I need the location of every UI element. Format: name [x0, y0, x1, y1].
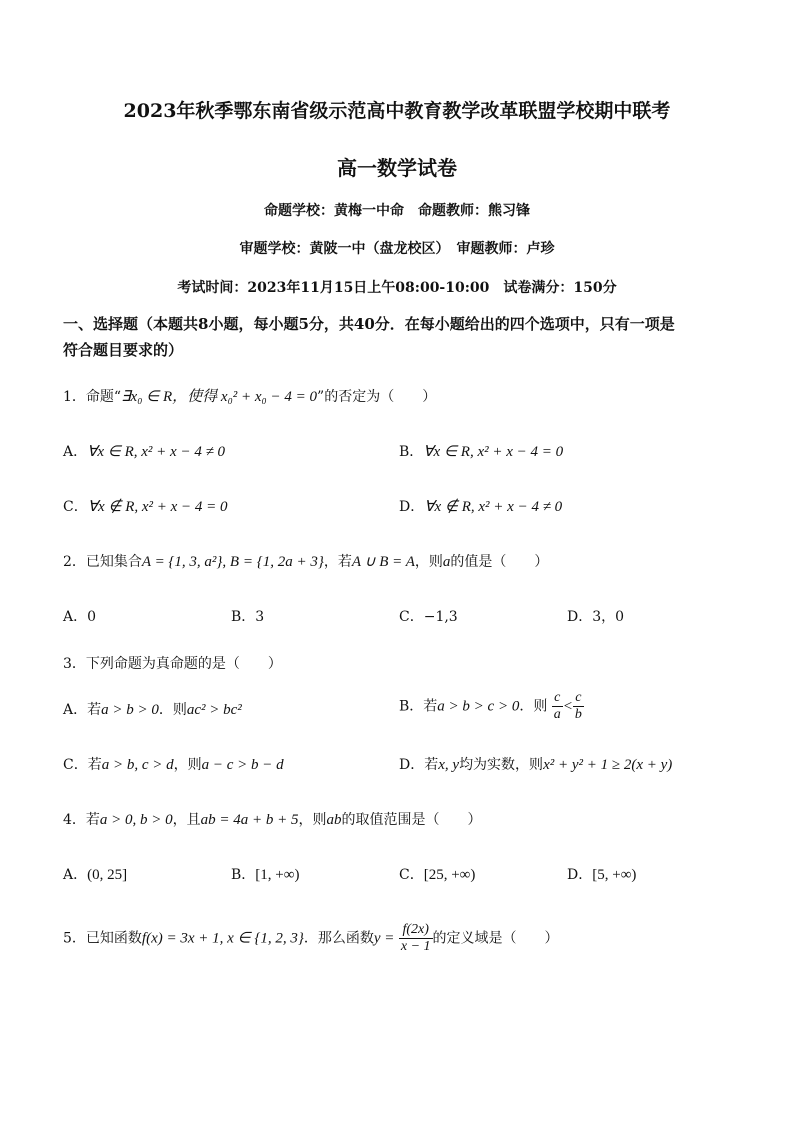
q1-option-b: B．∀x ∈ R, x² + x − 4 = 0 — [399, 444, 564, 460]
exam-title: 2023年秋季鄂东南省级示范高中教育教学改革联盟学校期中联考 — [123, 100, 671, 122]
section-heading-line1: 一、选择题（本题共8小题，每小题5分，共40分．在每小题给出的四个选项中，只有一项是 — [63, 315, 675, 333]
proposer-info: 命题学校：黄梅一中命 命题教师：熊习锋 — [264, 203, 530, 219]
q3-b-fraction-1: $\frac{c}{a}$ — [553, 690, 561, 722]
q1-suffix: ”的否定为（ ） — [317, 389, 437, 405]
q1-option-c: C．∀x ∉ R, x² + x − 4 = 0 — [63, 499, 228, 515]
question-4: 4．若a > 0, b > 0，且ab = 4a + b + 5，则ab的取值范围是（ ） — [63, 812, 482, 828]
question-5: 5．已知函数f(x) = 3x + 1, x ∈ {1, 2, 3}．那么函数y = $\frac{f(2x)}{x - 1}$ 的定义域是（ ） — [63, 922, 559, 954]
q3-b-fraction-2: $\frac{c}{b}$ — [574, 690, 582, 722]
question-3: 3．下列命题为真命题的是（ ） — [63, 656, 282, 672]
q3-option-c: C．若a > b, c > d，则a − c > b − d — [63, 757, 284, 773]
question-2: 2．已知集合A = {1, 3, a²}, B = {1, 2a + 3}，若A ∪ B = A，则a的值是（ ） — [63, 554, 549, 570]
q4-option-a: A．(0, 25] — [63, 867, 128, 883]
q4-option-c: C．[25, +∞) — [399, 867, 476, 883]
q4-option-b: B．[1, +∞) — [231, 867, 300, 883]
q2-sets: A = {1, 3, a²}, B = {1, 2a + 3} — [141, 554, 324, 570]
q2-option-c: C．−1,3 — [399, 609, 458, 625]
q3-option-d: D．若x, y均为实数，则x² + y² + 1 ≥ 2(x + y) — [399, 757, 673, 773]
q1-option-d: D．∀x ∉ R, x² + x − 4 ≠ 0 — [399, 499, 563, 515]
q2-option-a: A．0 — [63, 609, 97, 625]
q1-option-c-math: ∀x ∉ R, x² + x − 4 = 0 — [87, 499, 228, 515]
q1-option-d-math: ∀x ∉ R, x² + x − 4 ≠ 0 — [424, 499, 563, 515]
q1-option-b-math: ∀x ∈ R, x² + x − 4 = 0 — [423, 444, 564, 460]
exam-info: 考试时间：2023年11月15日上午08:00-10:00 试卷满分：150分 — [177, 280, 617, 296]
q3-option-b: B．若a > b > c > 0．则 $\frac{c}{a}$ < $\frac{c}{b}$ — [399, 690, 582, 722]
q5-fraction: $\frac{f(2x)}{x - 1}$ — [400, 922, 431, 954]
q1-option-a: A．∀x ∈ R, x² + x − 4 ≠ 0 — [63, 444, 226, 460]
reviewer-info: 审题学校：黄陂一中（盘龙校区） 审题教师：卢珍 — [239, 241, 555, 257]
q1-statement: ∃x₀ ∈ R，使得 x₀² + x₀ − 4 = 0 — [121, 389, 318, 405]
q2-option-b: B．3 — [231, 609, 265, 625]
q1-prefix: 1．命题“ — [63, 389, 122, 405]
q3-option-a: A．若a > b > 0．则ac² > bc² — [63, 702, 242, 718]
section-heading-line2: 符合题目要求的） — [63, 341, 184, 359]
question-1 — [63, 385, 436, 406]
q4-option-d: D．[5, +∞) — [567, 867, 637, 883]
q1-option-a-math: ∀x ∈ R, x² + x − 4 ≠ 0 — [87, 444, 226, 460]
q2-condition: A ∪ B = A — [351, 554, 415, 570]
q2-option-d: D．3，0 — [567, 609, 625, 625]
exam-subtitle: 高一数学试卷 — [337, 156, 457, 180]
